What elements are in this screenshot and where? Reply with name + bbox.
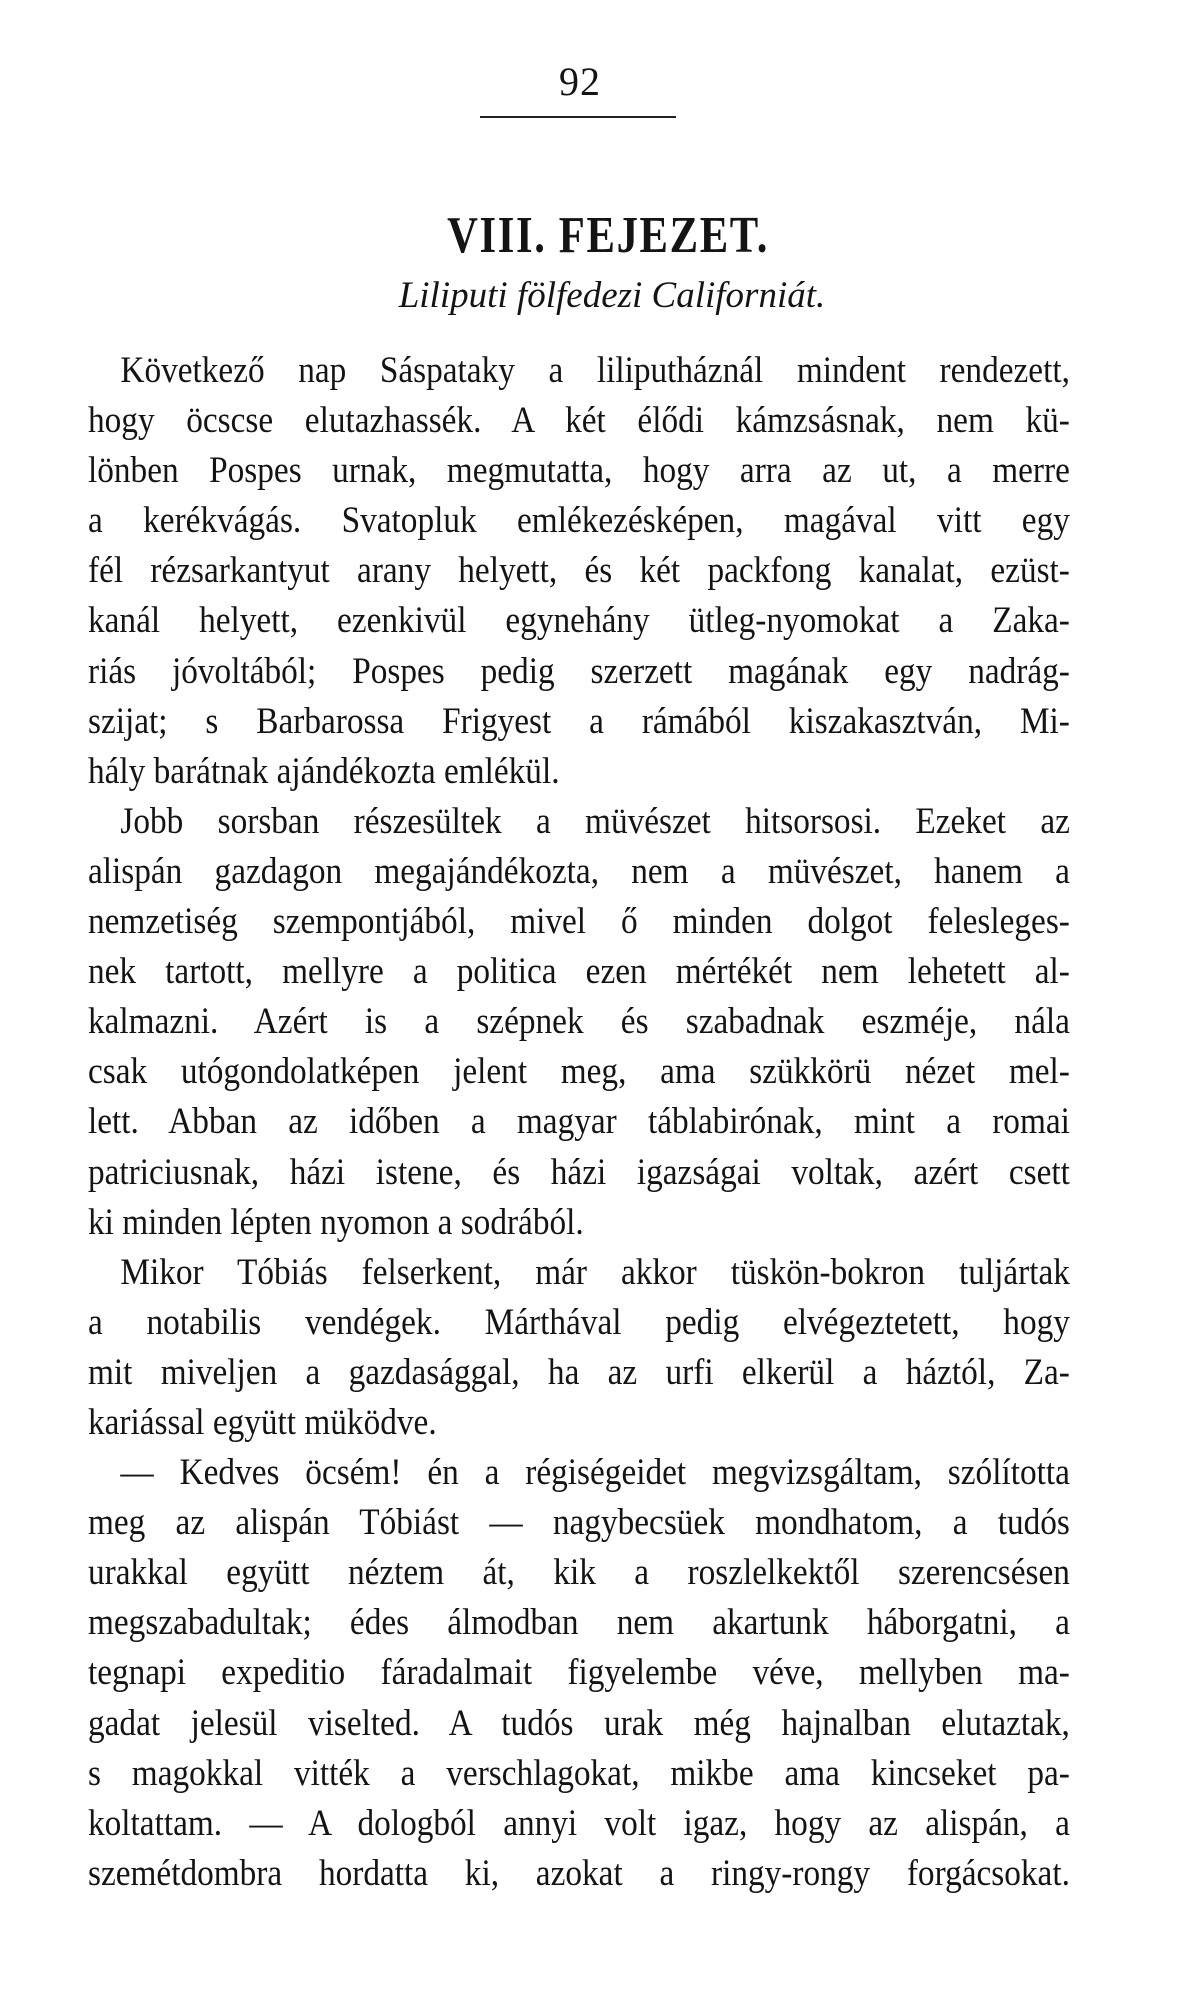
text-line: mit miveljen a gazdasággal, ha az urfi elkerül a háztól, Za-: [88, 1351, 1070, 1393]
text-line: kariással együtt müködve.: [88, 1401, 437, 1443]
text-line: fél rézsarkantyut arany helyett, és két packfong kanalat, ezüst-: [88, 550, 1070, 592]
text-line: Mikor Tóbiás felserkent, már akkor tüskön-bokron tuljártak: [120, 1251, 1070, 1293]
text-line: tegnapi expeditio fáradalmait figyelembe véve, mellyben ma-: [88, 1652, 1070, 1694]
text-line: koltattam. — A dologból annyi volt igaz, hogy az alispán, a: [88, 1802, 1070, 1844]
text-line: Következő nap Sáspataky a liliputháznál mindent rendezett,: [120, 350, 1070, 391]
chapter-subtitle: Liliputi fölfedezi Californiát.: [398, 275, 826, 316]
header-rule: [480, 116, 676, 118]
text-line: hogy öcscse elutazhassék. A két élődi kámzsásnak, nem kü-: [88, 400, 1070, 442]
text-line: gadat jelesül viselted. A tudós urak még hajnalban elutaztak,: [88, 1702, 1070, 1744]
text-line: lönben Pospes urnak, megmutatta, hogy arra az ut, a merre: [88, 450, 1070, 492]
text-line: a notabilis vendégek. Márthával pedig elvégeztetett, hogy: [88, 1301, 1070, 1343]
body-text: [88, 346, 1070, 1899]
text-line: szijat; s Barbarossa Frigyest a rámából kiszakasztván, Mi-: [88, 700, 1070, 742]
text-line: patriciusnak, házi istene, és házi igazságai voltak, azért csett: [88, 1151, 1070, 1193]
text-line: urakkal együtt néztem át, kik a roszlelkektől szerencsésen: [88, 1552, 1070, 1594]
text-line: kanál helyett, ezenkivül egynehány ütleg-nyomokat a Zaka-: [88, 600, 1070, 642]
text-line: megszabadultak; édes álmodban nem akartunk háborgatni, a: [88, 1602, 1070, 1644]
text-line: nek tartott, mellyre a politica ezen mértékét nem lehetett al-: [88, 951, 1070, 993]
text-line: szemétdombra hordatta ki, azokat a ringy-rongy forgácsokat.: [88, 1852, 1070, 1894]
text-line: meg az alispán Tóbiást — nagybecsüek mondhatom, a tudós: [88, 1502, 1070, 1544]
text-line: lett. Abban az időben a magyar táblabirónak, mint a romai: [88, 1101, 1070, 1143]
text-line: Jobb sorsban részesültek a müvészet hitsorsosi. Ezeket az: [120, 800, 1070, 842]
text-line: s magokkal vitték a verschlagokat, mikbe ama kincseket pa-: [88, 1752, 1070, 1794]
page-number: 92: [559, 59, 601, 104]
text-line: — Kedves öcsém! én a régiségeidet megvizsgáltam, szólította: [120, 1452, 1070, 1494]
text-line: kalmazni. Azért is a szépnek és szabadnak eszméje, nála: [88, 1001, 1070, 1043]
text-line: alispán gazdagon megajándékozta, nem a müvészet, hanem a: [88, 850, 1070, 892]
text-line: riás jóvoltából; Pospes pedig szerzett magának egy nadrág-: [88, 650, 1070, 692]
text-line: hály barátnak ajándékozta emlékül.: [88, 750, 560, 792]
text-line: ki minden lépten nyomon a sodrából.: [88, 1201, 584, 1243]
chapter-title: VIII. FEJEZET.: [447, 207, 770, 264]
text-line: nemzetiség szempontjából, mivel ő minden dolgot felesleges-: [88, 901, 1070, 943]
text-line: csak utógondolatképen jelent meg, ama szükkörü nézet mel-: [88, 1051, 1070, 1093]
text-line: a kerékvágás. Svatopluk emlékezésképen, magával vitt egy: [88, 500, 1070, 542]
